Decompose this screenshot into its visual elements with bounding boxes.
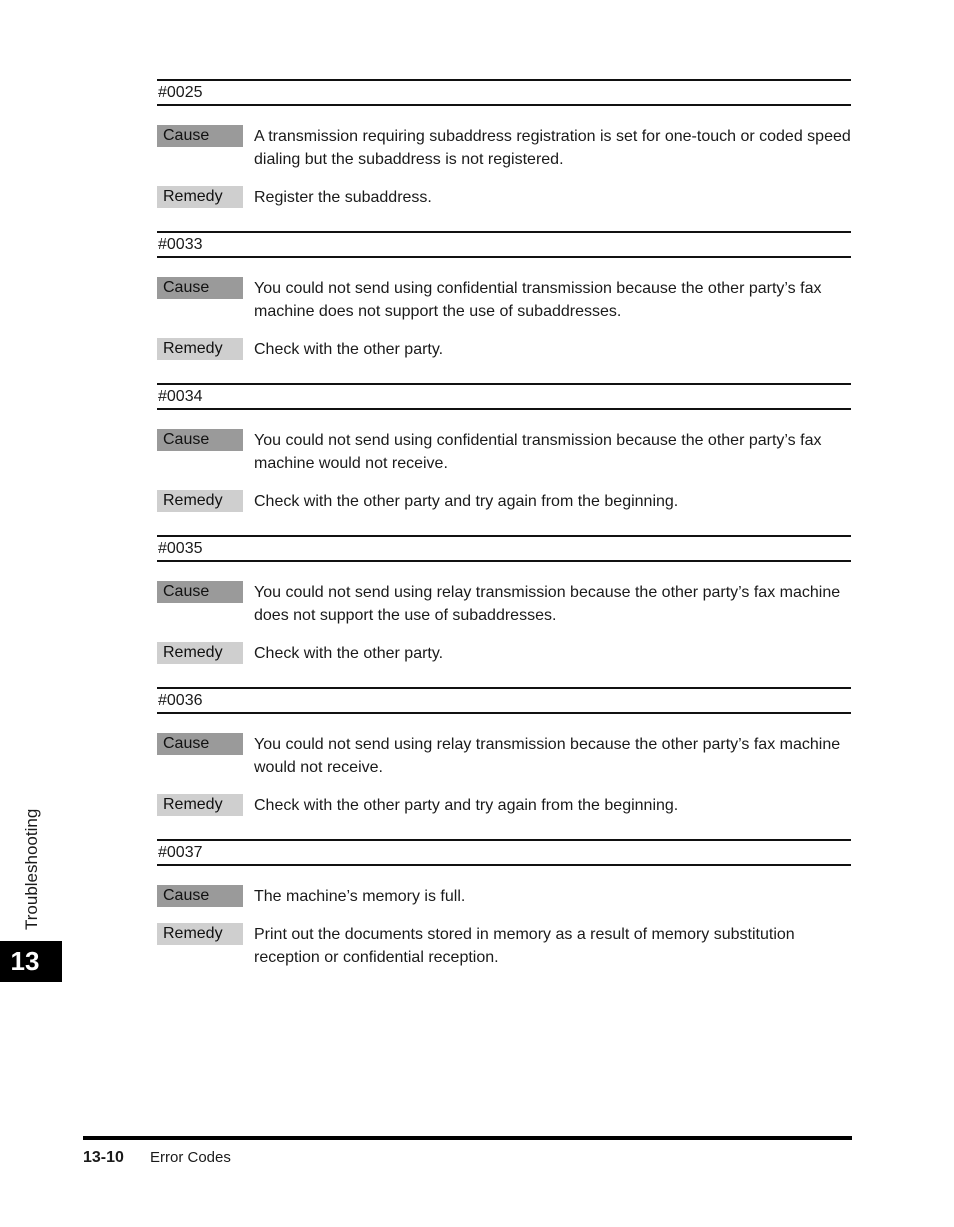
cause-row bbox=[157, 429, 851, 475]
remedy-label: Remedy bbox=[157, 338, 243, 360]
remedy-text: Print out the documents stored in memory as a result of memory substitution reception or confidential reception. bbox=[254, 926, 795, 966]
cause-text: You could not send using confidential transmission because the other party’s fax machine would not receive. bbox=[254, 432, 822, 472]
chapter-tab: 13 bbox=[0, 941, 62, 982]
remedy-text: Check with the other party. bbox=[254, 341, 444, 358]
remedy-text: Check with the other party and try again from the beginning. bbox=[254, 493, 679, 510]
cause-label: Cause bbox=[157, 125, 243, 147]
remedy-row bbox=[157, 642, 851, 665]
cause-row bbox=[157, 885, 851, 908]
error-code-entry bbox=[157, 383, 851, 513]
cause-text: You could not send using confidential transmission because the other party’s fax machine does not support the use of subaddresses. bbox=[254, 280, 822, 320]
remedy-row bbox=[157, 794, 851, 817]
remedy-row bbox=[157, 186, 851, 209]
cause-label: Cause bbox=[157, 733, 243, 755]
error-code-list bbox=[157, 79, 851, 991]
cause-text: You could not send using relay transmission because the other party’s fax machine would not receive. bbox=[254, 736, 841, 776]
cause-text: A transmission requiring subaddress registration is set for one-touch or coded speed dialing but the subaddress is not registered. bbox=[254, 128, 851, 168]
error-code-heading: #0033 bbox=[157, 231, 851, 258]
error-code-entry bbox=[157, 839, 851, 969]
remedy-label: Remedy bbox=[157, 186, 243, 208]
cause-label: Cause bbox=[157, 277, 243, 299]
remedy-row bbox=[157, 490, 851, 513]
remedy-row bbox=[157, 923, 851, 969]
cause-label: Cause bbox=[157, 581, 243, 603]
remedy-row bbox=[157, 338, 851, 361]
cause-row bbox=[157, 277, 851, 323]
error-code-entry bbox=[157, 231, 851, 361]
error-code-entry bbox=[157, 687, 851, 817]
page-number: 13-10 bbox=[83, 1149, 124, 1166]
remedy-label: Remedy bbox=[157, 642, 243, 664]
remedy-text: Register the subaddress. bbox=[254, 189, 432, 206]
error-code-entry bbox=[157, 79, 851, 209]
remedy-text: Check with the other party and try again from the beginning. bbox=[254, 797, 679, 814]
footer-title: Error Codes bbox=[150, 1149, 231, 1166]
error-code-heading: #0035 bbox=[157, 535, 851, 562]
footer-rule bbox=[83, 1136, 852, 1140]
error-code-heading: #0037 bbox=[157, 839, 851, 866]
remedy-label: Remedy bbox=[157, 490, 243, 512]
cause-text: The machine’s memory is full. bbox=[254, 888, 466, 905]
error-code-heading: #0034 bbox=[157, 383, 851, 410]
remedy-label: Remedy bbox=[157, 923, 243, 945]
cause-row bbox=[157, 125, 851, 171]
cause-label: Cause bbox=[157, 429, 243, 451]
cause-text: You could not send using relay transmission because the other party’s fax machine does not support the use of subaddresses. bbox=[254, 584, 841, 624]
remedy-text: Check with the other party. bbox=[254, 645, 444, 662]
cause-row bbox=[157, 733, 851, 779]
remedy-label: Remedy bbox=[157, 794, 243, 816]
error-code-heading: #0036 bbox=[157, 687, 851, 714]
error-code-entry bbox=[157, 535, 851, 665]
error-code-heading: #0025 bbox=[157, 79, 851, 106]
section-side-label: Troubleshooting bbox=[22, 808, 41, 930]
cause-row bbox=[157, 581, 851, 627]
cause-label: Cause bbox=[157, 885, 243, 907]
